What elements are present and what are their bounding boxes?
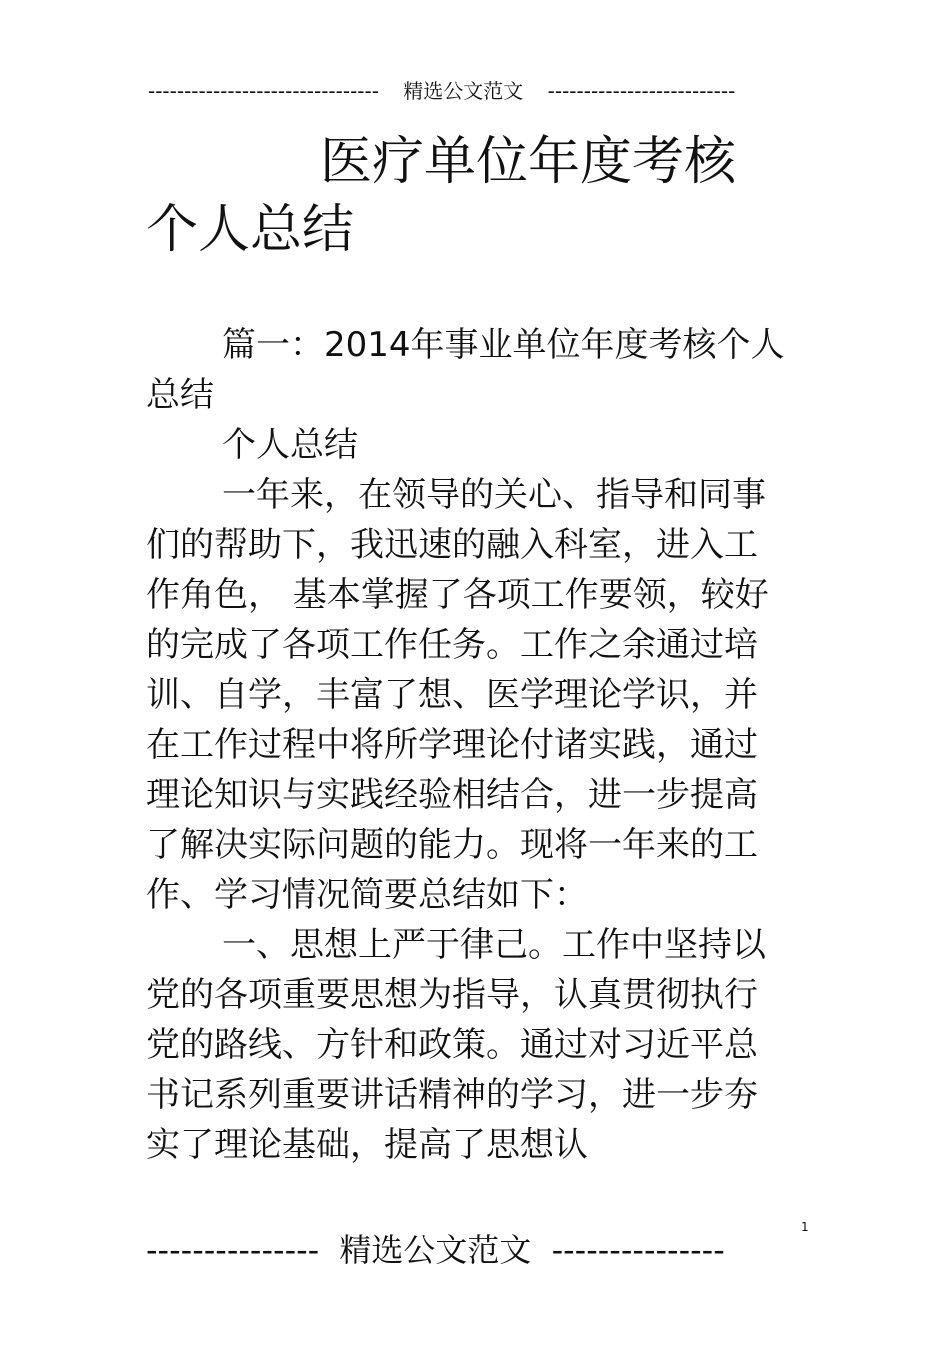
footer-right-dashes: ---------------: [551, 1231, 725, 1269]
page-footer: [146, 1230, 770, 1270]
footer-left-dashes: ---------------: [146, 1231, 320, 1269]
page-header: [148, 78, 776, 104]
title-line-1: 医疗单位年度考核: [320, 132, 737, 192]
section-heading: 篇一：2014年事业单位年度考核个人总结: [146, 325, 785, 415]
header-left-dashes: --------------------------------: [148, 79, 379, 103]
header-right-dashes: --------------------------: [547, 79, 736, 103]
paragraph-thought: 一、思想上严于律己。工作中坚持以党的各项重要思想为指导，认真贯彻执行党的路线、方针和政策。通过对习近平总书记系列重要讲话精神的学习，进一步夯实了理论基础，提高了思想认: [146, 925, 766, 1165]
document-title: [146, 128, 786, 264]
document-body: [146, 320, 786, 1170]
sub-heading: 个人总结: [222, 425, 358, 465]
footer-label: 精选公文范文: [339, 1231, 532, 1269]
page-number: 1: [801, 1220, 809, 1234]
paragraph-intro: 一年来，在领导的关心、指导和同事们的帮助下，我迅速的融入科室，进入工作角色， 基本掌握了各项工作要领，较好的完成了各项工作任务。工作之余通过培训、自学，丰富了想、医学理论学识，并在工作过程中将所学理论付诸实践，通过理论知识与实践经验相结合，进一步提高了解决实际问题的能力。现将一年来的工作、学习情况简要总结如下：: [146, 475, 769, 915]
title-line-2: 个人总结: [146, 200, 355, 260]
header-label: 精选公文范文: [403, 79, 524, 103]
